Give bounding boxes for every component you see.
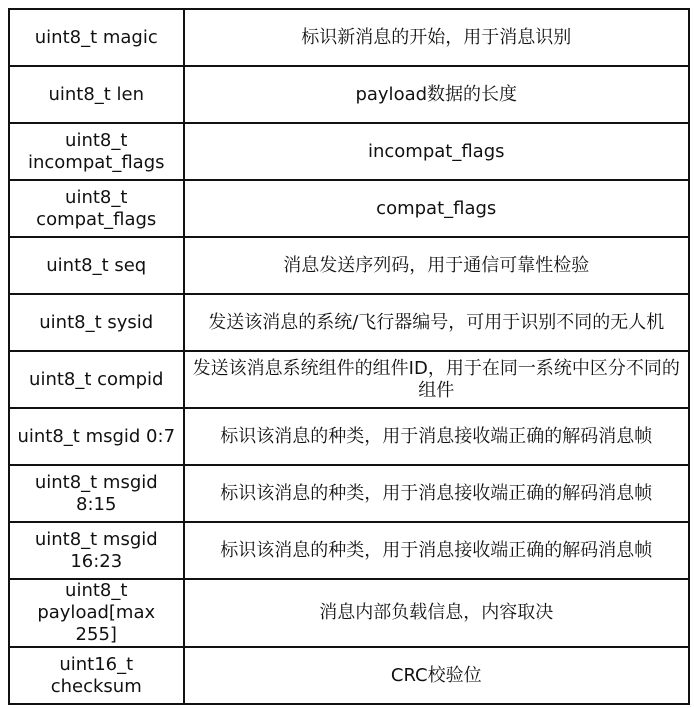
table-row [9, 465, 689, 522]
field-cell: uint8_t seq [9, 237, 184, 294]
description-cell: 消息发送序列码，用于通信可靠性检验 [184, 237, 690, 294]
field-cell: uint8_t payload[max 255] [9, 579, 184, 647]
field-cell: uint8_t compid [9, 351, 184, 408]
table-row [9, 66, 689, 123]
table-body [9, 9, 689, 704]
description-cell: compat_flags [184, 180, 690, 237]
table-row [9, 237, 689, 294]
field-cell: uint8_t msgid 8:15 [9, 465, 184, 522]
table-row [9, 294, 689, 351]
table-row [9, 579, 689, 647]
table-row [9, 408, 689, 465]
description-cell: CRC校验位 [184, 647, 690, 704]
field-cell: uint8_t compat_flags [9, 180, 184, 237]
field-cell: uint8_t msgid 16:23 [9, 522, 184, 579]
description-cell: 标识新消息的开始，用于消息识别 [184, 9, 690, 66]
table-row [9, 180, 689, 237]
field-cell: uint8_t sysid [9, 294, 184, 351]
description-cell: incompat_flags [184, 123, 690, 180]
field-cell: uint8_t len [9, 66, 184, 123]
mavlink-frame-fields-table [8, 8, 690, 705]
table-row [9, 123, 689, 180]
description-cell: 标识该消息的种类，用于消息接收端正确的解码消息帧 [184, 408, 690, 465]
table-row [9, 522, 689, 579]
description-cell: 标识该消息的种类，用于消息接收端正确的解码消息帧 [184, 522, 690, 579]
field-cell: uint8_t magic [9, 9, 184, 66]
description-cell: 消息内部负载信息，内容取决 [184, 579, 690, 647]
description-cell: payload数据的长度 [184, 66, 690, 123]
field-cell: uint8_t msgid 0:7 [9, 408, 184, 465]
description-cell: 发送该消息系统组件的组件ID，用于在同一系统中区分不同的组件 [184, 351, 690, 408]
mavlink-frame-table-container [8, 8, 690, 705]
field-cell: uint8_t incompat_flags [9, 123, 184, 180]
table-row [9, 647, 689, 704]
field-cell: uint16_t checksum [9, 647, 184, 704]
table-row [9, 351, 689, 408]
table-row [9, 9, 689, 66]
description-cell: 发送该消息的系统/飞行器编号，可用于识别不同的无人机 [184, 294, 690, 351]
description-cell: 标识该消息的种类，用于消息接收端正确的解码消息帧 [184, 465, 690, 522]
